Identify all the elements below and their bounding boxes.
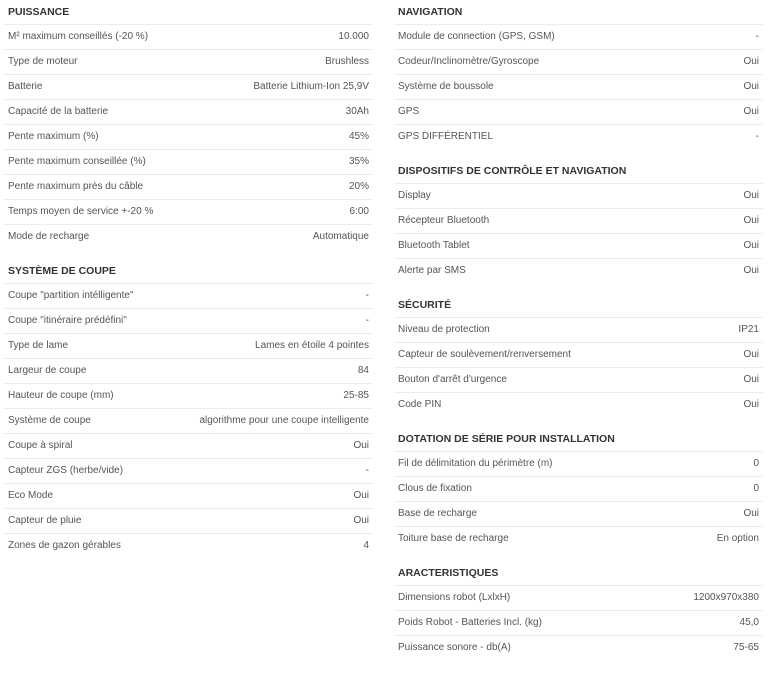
spec-row <box>4 283 373 308</box>
spec-row <box>4 483 373 508</box>
spec-value: 75-65 <box>733 642 759 653</box>
spec-value: Oui <box>743 56 759 67</box>
spec-label: Poids Robot - Batteries Incl. (kg) <box>398 617 542 628</box>
spec-section-puissance <box>4 0 373 249</box>
spec-row <box>4 533 373 558</box>
spec-label: Mode de recharge <box>8 231 90 242</box>
spec-label: Module de connection (GPS, GSM) <box>398 31 555 42</box>
spec-value: - <box>365 290 369 301</box>
spec-value: 35% <box>348 156 369 167</box>
spec-label: Hauteur de coupe (mm) <box>8 390 114 401</box>
spec-row <box>4 308 373 333</box>
spec-label: Dimensions robot (LxlxH) <box>398 592 511 603</box>
spec-label: Récepteur Bluetooth <box>398 215 490 226</box>
section-title: SYSTÈME DE COUPE <box>8 265 116 277</box>
spec-row <box>394 124 763 149</box>
spec-row <box>394 367 763 392</box>
spec-value: 45,0 <box>739 617 759 628</box>
spec-label: Capacité de la batterie <box>8 106 109 117</box>
spec-label: Clous de fixation <box>398 483 472 494</box>
spec-value: - <box>755 131 759 142</box>
spec-row <box>4 199 373 224</box>
spec-label: Type de lame <box>8 340 69 351</box>
spec-label: Bluetooth Tablet <box>398 240 470 251</box>
spec-label: Pente maximum près du câble <box>8 181 144 192</box>
spec-label: Eco Mode <box>8 490 54 501</box>
spec-label: Type de moteur <box>8 56 78 67</box>
spec-label: Bouton d'arrêt d'urgence <box>398 374 507 385</box>
spec-row <box>394 317 763 342</box>
spec-section-aracteristiques <box>394 561 763 660</box>
spec-value: Automatique <box>312 231 369 242</box>
spec-row <box>394 342 763 367</box>
spec-value: Brushless <box>325 56 369 67</box>
spec-row <box>4 333 373 358</box>
spec-row <box>4 174 373 199</box>
spec-value: 1200x970x380 <box>693 592 759 603</box>
spec-label: Pente maximum (%) <box>8 131 99 142</box>
spec-value: Oui <box>353 440 369 451</box>
spec-label: Temps moyen de service +-20 % <box>8 206 154 217</box>
spec-section-dispositifs-de-controle-et-navigation <box>394 159 763 283</box>
spec-value: 84 <box>357 365 369 376</box>
spec-value: Oui <box>743 190 759 201</box>
spec-row <box>394 208 763 233</box>
spec-value: 45% <box>348 131 369 142</box>
spec-value: Oui <box>353 490 369 501</box>
spec-row <box>4 383 373 408</box>
spec-value: Oui <box>743 399 759 410</box>
spec-label: Code PIN <box>398 399 442 410</box>
spec-value: Batterie Lithium-Ion 25,9V <box>253 81 369 92</box>
spec-value: Oui <box>743 349 759 360</box>
spec-label: Largeur de coupe <box>8 365 87 376</box>
spec-label: Fil de délimitation du périmètre (m) <box>398 458 553 469</box>
spec-label: Système de boussole <box>398 81 494 92</box>
spec-label: Système de coupe <box>8 415 91 426</box>
spec-row <box>4 433 373 458</box>
spec-label: Codeur/Inclinomètre/Gyroscope <box>398 56 540 67</box>
spec-row <box>394 99 763 124</box>
spec-row <box>4 508 373 533</box>
spec-value: 10.000 <box>338 31 369 42</box>
spec-row <box>4 358 373 383</box>
spec-column-left <box>4 0 373 568</box>
spec-column-right <box>394 0 763 670</box>
spec-value: - <box>365 465 369 476</box>
spec-value: 0 <box>753 483 759 494</box>
spec-label: Niveau de protection <box>398 324 490 335</box>
spec-row <box>4 224 373 249</box>
spec-row <box>4 24 373 49</box>
spec-value: algorithme pour une coupe intelligente <box>199 415 369 426</box>
spec-row <box>4 74 373 99</box>
spec-row <box>394 183 763 208</box>
spec-label: Capteur ZGS (herbe/vide) <box>8 465 124 476</box>
spec-row <box>394 258 763 283</box>
spec-label: Pente maximum conseillée (%) <box>8 156 146 167</box>
section-title: ARACTERISTIQUES <box>398 567 499 579</box>
spec-value: 0 <box>753 458 759 469</box>
spec-row <box>4 458 373 483</box>
spec-label: Toiture base de recharge <box>398 533 509 544</box>
spec-row <box>4 124 373 149</box>
spec-section-dotation-de-serie-pour-installation <box>394 427 763 551</box>
spec-label: M² maximum conseillés (-20 %) <box>8 31 149 42</box>
spec-value: En option <box>716 533 759 544</box>
spec-value: 4 <box>363 540 369 551</box>
section-title: PUISSANCE <box>8 6 70 18</box>
spec-value: Oui <box>743 508 759 519</box>
spec-row <box>394 451 763 476</box>
spec-label: Capteur de soulèvement/renversement <box>398 349 571 360</box>
spec-label: Zones de gazon gérables <box>8 540 121 551</box>
spec-label: Base de recharge <box>398 508 477 519</box>
spec-value: Oui <box>743 374 759 385</box>
spec-label: Alerte par SMS <box>398 265 466 276</box>
spec-label: GPS DIFFÉRENTIEL <box>398 131 494 142</box>
spec-value: Oui <box>743 106 759 117</box>
spec-section-navigation <box>394 0 763 149</box>
spec-row <box>394 392 763 417</box>
section-title: DISPOSITIFS DE CONTRÔLE ET NAVIGATION <box>398 165 627 177</box>
spec-value: 25-85 <box>343 390 369 401</box>
section-title: DOTATION DE SÉRIE POUR INSTALLATION <box>398 433 615 445</box>
spec-row <box>394 49 763 74</box>
spec-label: Coupe à spiral <box>8 440 73 451</box>
spec-label: Puissance sonore - db(A) <box>398 642 511 653</box>
spec-row <box>4 408 373 433</box>
section-title: SÉCURITÉ <box>398 299 452 311</box>
spec-row <box>394 610 763 635</box>
spec-value: Oui <box>743 265 759 276</box>
spec-row <box>394 635 763 660</box>
spec-row <box>4 149 373 174</box>
spec-value: Oui <box>743 215 759 226</box>
spec-value: Oui <box>353 515 369 526</box>
spec-label: GPS <box>398 106 420 117</box>
spec-label: Batterie <box>8 81 43 92</box>
spec-label: Capteur de pluie <box>8 515 82 526</box>
spec-row <box>4 99 373 124</box>
spec-row <box>394 74 763 99</box>
spec-value: IP21 <box>738 324 759 335</box>
spec-row <box>394 526 763 551</box>
section-title: NAVIGATION <box>398 6 463 18</box>
spec-value: 30Ah <box>345 106 369 117</box>
spec-value: Oui <box>743 81 759 92</box>
spec-value: 6:00 <box>349 206 369 217</box>
spec-value: Oui <box>743 240 759 251</box>
spec-row <box>394 501 763 526</box>
spec-label: Display <box>398 190 431 201</box>
spec-label: Coupe "partition intélligente" <box>8 290 134 301</box>
spec-row <box>394 476 763 501</box>
spec-label: Coupe "itinéraire prédéfini" <box>8 315 127 326</box>
spec-row <box>394 585 763 610</box>
spec-row <box>394 233 763 258</box>
spec-row <box>4 49 373 74</box>
spec-value: - <box>365 315 369 326</box>
spec-value: - <box>755 31 759 42</box>
spec-section-systeme-de-coupe <box>4 259 373 558</box>
spec-section-securite <box>394 293 763 417</box>
spec-value: 20% <box>348 181 369 192</box>
spec-value: Lames en étoile 4 pointes <box>255 340 369 351</box>
spec-row <box>394 24 763 49</box>
